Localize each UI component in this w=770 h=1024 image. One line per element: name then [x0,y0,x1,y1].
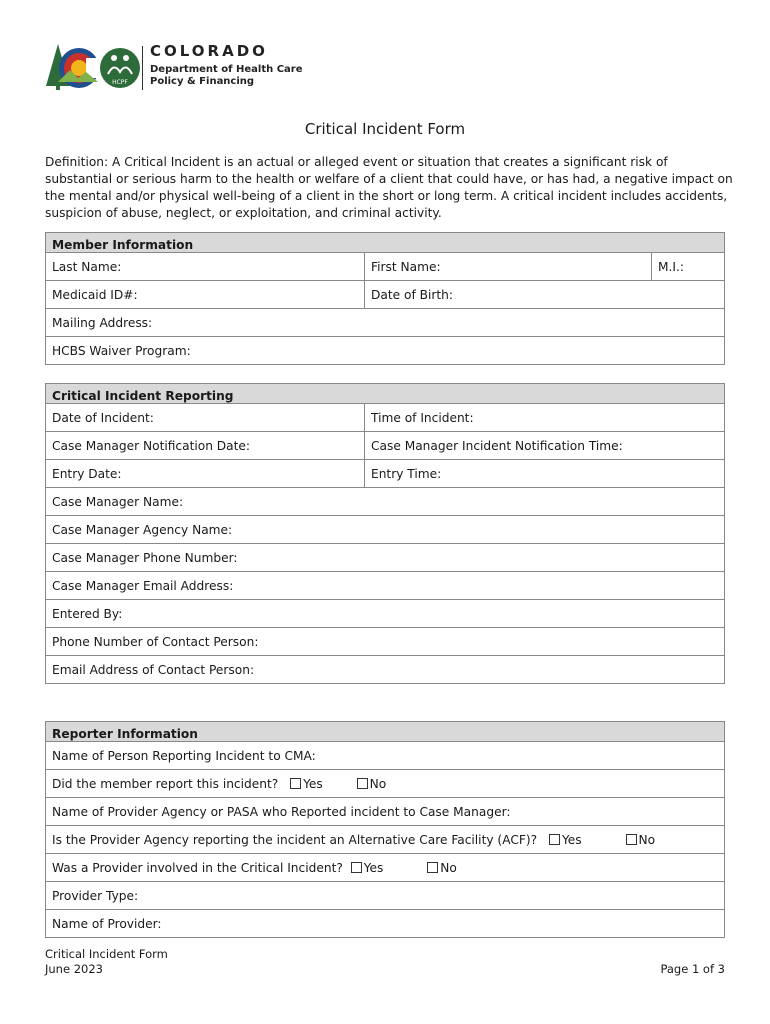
cm-name-field[interactable]: Case Manager Name: [46,488,725,516]
yes-label: Yes [303,776,323,791]
middle-initial-field[interactable]: M.I.: [652,253,725,281]
cm-email-field[interactable]: Case Manager Email Address: [46,572,725,600]
state-name: COLORADO [150,42,268,60]
hcbs-waiver-program-field[interactable]: HCBS Waiver Program: [46,337,725,365]
acf-row [46,826,725,854]
critical-incident-reporting-table [45,383,725,684]
no-label: No [638,832,656,847]
provider-involved-row [46,854,725,882]
hcpf-seal-icon [100,48,140,88]
provider-involved-yes-option[interactable] [351,861,384,875]
entered-by-field[interactable]: Entered By: [46,600,725,628]
provider-agency-field[interactable]: Name of Provider Agency or PASA who Reported incident to Case Manager: [46,798,725,826]
date-of-incident-field[interactable]: Date of Incident: [46,404,365,432]
provider-involved-no-option[interactable] [427,861,457,875]
entry-time-field[interactable]: Entry Time: [365,460,725,488]
member-reported-no-option[interactable] [357,777,387,791]
section-heading: Critical Incident Reporting [46,384,725,404]
member-information-table [45,232,725,365]
footer-form-name: Critical Incident Form [45,947,168,961]
colorado-flag-c-icon [58,48,104,88]
contact-phone-field[interactable]: Phone Number of Contact Person: [46,628,725,656]
provider-involved-question: Was a Provider involved in the Critical Incident? [52,860,343,875]
checkbox-icon[interactable] [427,862,438,873]
member-reported-question: Did the member report this incident? [52,776,279,791]
cm-agency-field[interactable]: Case Manager Agency Name: [46,516,725,544]
department-line-1: Department of Health Care [150,64,303,75]
checkbox-icon[interactable] [549,834,560,845]
reporter-information-table [45,721,725,938]
entry-date-field[interactable]: Entry Date: [46,460,365,488]
acf-question: Is the Provider Agency reporting the incident an Alternative Care Facility (ACF)? [52,832,538,847]
section-heading: Member Information [46,233,725,253]
footer-left [45,947,168,977]
yes-label: Yes [561,832,582,847]
mailing-address-field[interactable]: Mailing Address: [46,309,725,337]
cm-phone-field[interactable]: Case Manager Phone Number: [46,544,725,572]
acf-yes-option[interactable] [549,833,582,847]
cm-notification-time-field[interactable]: Case Manager Incident Notification Time: [365,432,725,460]
page-number: Page 1 of 3 [660,962,725,976]
reporting-person-field[interactable]: Name of Person Reporting Incident to CMA: [46,742,725,770]
yes-label: Yes [363,860,384,875]
provider-name-field[interactable]: Name of Provider: [46,910,725,938]
member-reported-yes-option[interactable] [290,777,323,791]
time-of-incident-field[interactable]: Time of Incident: [365,404,725,432]
cm-notification-date-field[interactable]: Case Manager Notification Date: [46,432,365,460]
checkbox-icon[interactable] [351,862,362,873]
definition-paragraph: Definition: A Critical Incident is an actual or alleged event or situation that creates a significant risk of substantial or serious harm to the health or welfare of a client that could have, or has had, a negative impact on the mental and/or physical well-being of a client in the short or long term. A critical incident includes accidents, suspicion of abuse, neglect, or exploitation, and criminal activity. [45,155,733,220]
form-title: Critical Incident Form [304,120,466,138]
no-label: No [440,860,457,875]
first-name-field[interactable]: First Name: [365,253,652,281]
department-line-2: Policy & Financing [150,76,255,87]
last-name-field[interactable]: Last Name: [46,253,365,281]
logo-text [150,43,303,88]
contact-email-field[interactable]: Email Address of Contact Person: [46,656,725,684]
checkbox-icon[interactable] [290,778,301,789]
footer-date: June 2023 [45,962,103,976]
medicaid-id-field[interactable]: Medicaid ID#: [46,281,365,309]
section-heading: Reporter Information [46,722,725,742]
provider-type-field[interactable]: Provider Type: [46,882,725,910]
seal-label: HCPF [112,79,128,86]
checkbox-icon[interactable] [626,834,637,845]
no-label: No [369,776,387,791]
checkbox-icon[interactable] [357,778,368,789]
member-reported-row [46,770,725,798]
acf-no-option[interactable] [626,833,656,847]
date-of-birth-field[interactable]: Date of Birth: [365,281,725,309]
